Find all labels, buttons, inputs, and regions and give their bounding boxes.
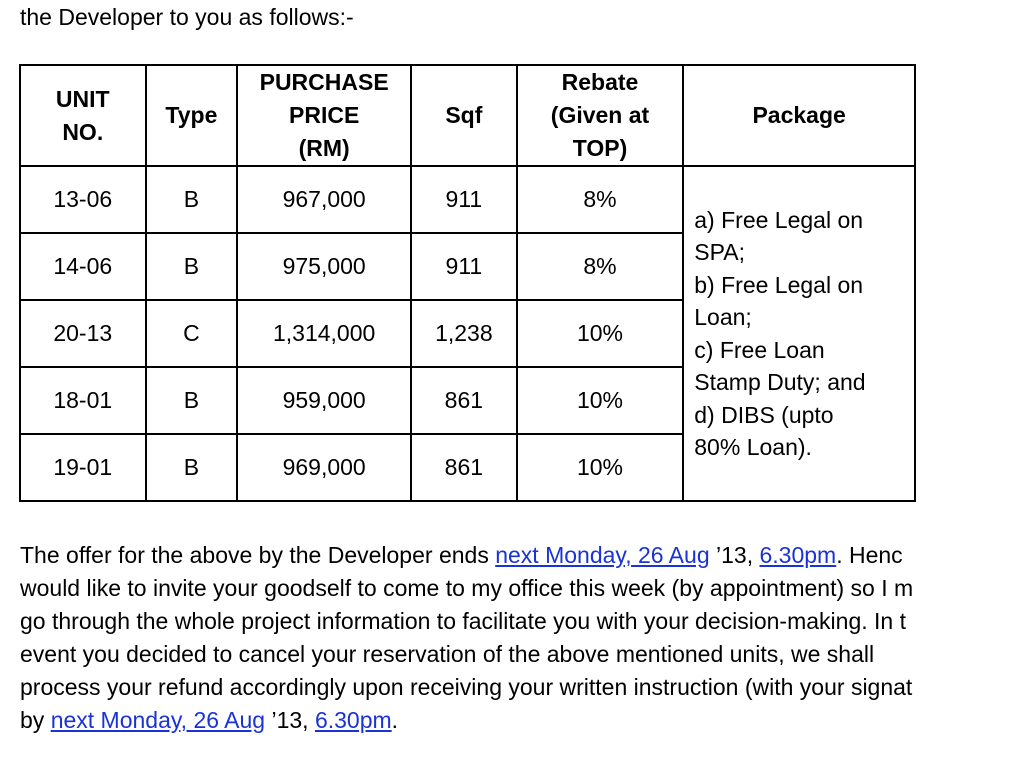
cell-sqf: 861 [411,367,517,434]
cell-rebate: 10% [517,434,684,501]
package-line: d) DIBS (upto [694,401,834,428]
cell-type: B [146,434,238,501]
table-header-row [20,65,915,166]
cell-price: 959,000 [237,367,411,434]
header-sqf: Sqf [411,65,517,166]
header-type: Type [146,65,238,166]
cell-unit: 14-06 [20,233,146,300]
paragraph-line: The offer for the above by the Developer ends next Monday, 26 Aug ’13, 6.30pm. Henc [20,542,903,568]
paragraph-line: go through the whole project information to facilitate you with your decision-making. In t [20,608,906,634]
package-line: c) Free Loan [694,336,825,363]
package-line: Loan; [694,304,752,330]
cell-sqf: 911 [411,166,517,233]
cell-sqf: 1,238 [411,300,517,367]
cell-sqf: 861 [411,434,517,501]
package-line: b) Free Legal on [694,271,864,298]
table-row [20,166,915,233]
cell-unit: 19-01 [20,434,146,501]
cell-type: B [146,233,238,300]
header-purchase-price: PURCHASE PRICE (RM) [237,65,411,166]
cell-rebate: 8% [517,233,684,300]
cell-rebate: 8% [517,166,684,233]
cell-unit: 18-01 [20,367,146,434]
cell-type: B [146,367,238,434]
cell-type: B [146,166,238,233]
offer-paragraph [20,539,1024,737]
package-line: Stamp Duty; and [694,369,866,395]
paragraph-line: event you decided to cancel your reservation of the above mentioned units, we shall [20,641,875,667]
paragraph-line: would like to invite your goodself to come to my office this week (by appointment) so I m [20,575,914,601]
cell-price: 975,000 [237,233,411,300]
intro-text: the Developer to you as follows:- [20,4,354,30]
cell-unit: 20-13 [20,300,146,367]
paragraph-line: by next Monday, 26 Aug ’13, 6.30pm. [20,707,399,733]
cell-price: 969,000 [237,434,411,501]
package-line: a) Free Legal on [694,206,864,233]
cell-unit: 13-06 [20,166,146,233]
package-line: SPA; [694,239,745,265]
date-link[interactable]: next Monday, 26 Aug [495,542,710,568]
time-link[interactable]: 6.30pm [314,707,392,733]
cell-price: 967,000 [237,166,411,233]
header-rebate: Rebate (Given at TOP) [517,65,684,166]
header-package: Package [683,65,915,166]
units-table [19,64,916,502]
cell-price: 1,314,000 [237,300,411,367]
package-cell [683,166,915,501]
date-link[interactable]: next Monday, 26 Aug [50,707,266,733]
time-link[interactable]: 6.30pm [759,542,837,568]
cell-rebate: 10% [517,300,684,367]
cell-sqf: 911 [411,233,517,300]
cell-type: C [146,300,238,367]
paragraph-line: process your refund accordingly upon receiving your written instruction (with your signat [20,674,913,700]
cell-rebate: 10% [517,367,684,434]
header-unit-no: UNIT NO. [20,65,146,166]
package-line: 80% Loan). [694,434,812,460]
